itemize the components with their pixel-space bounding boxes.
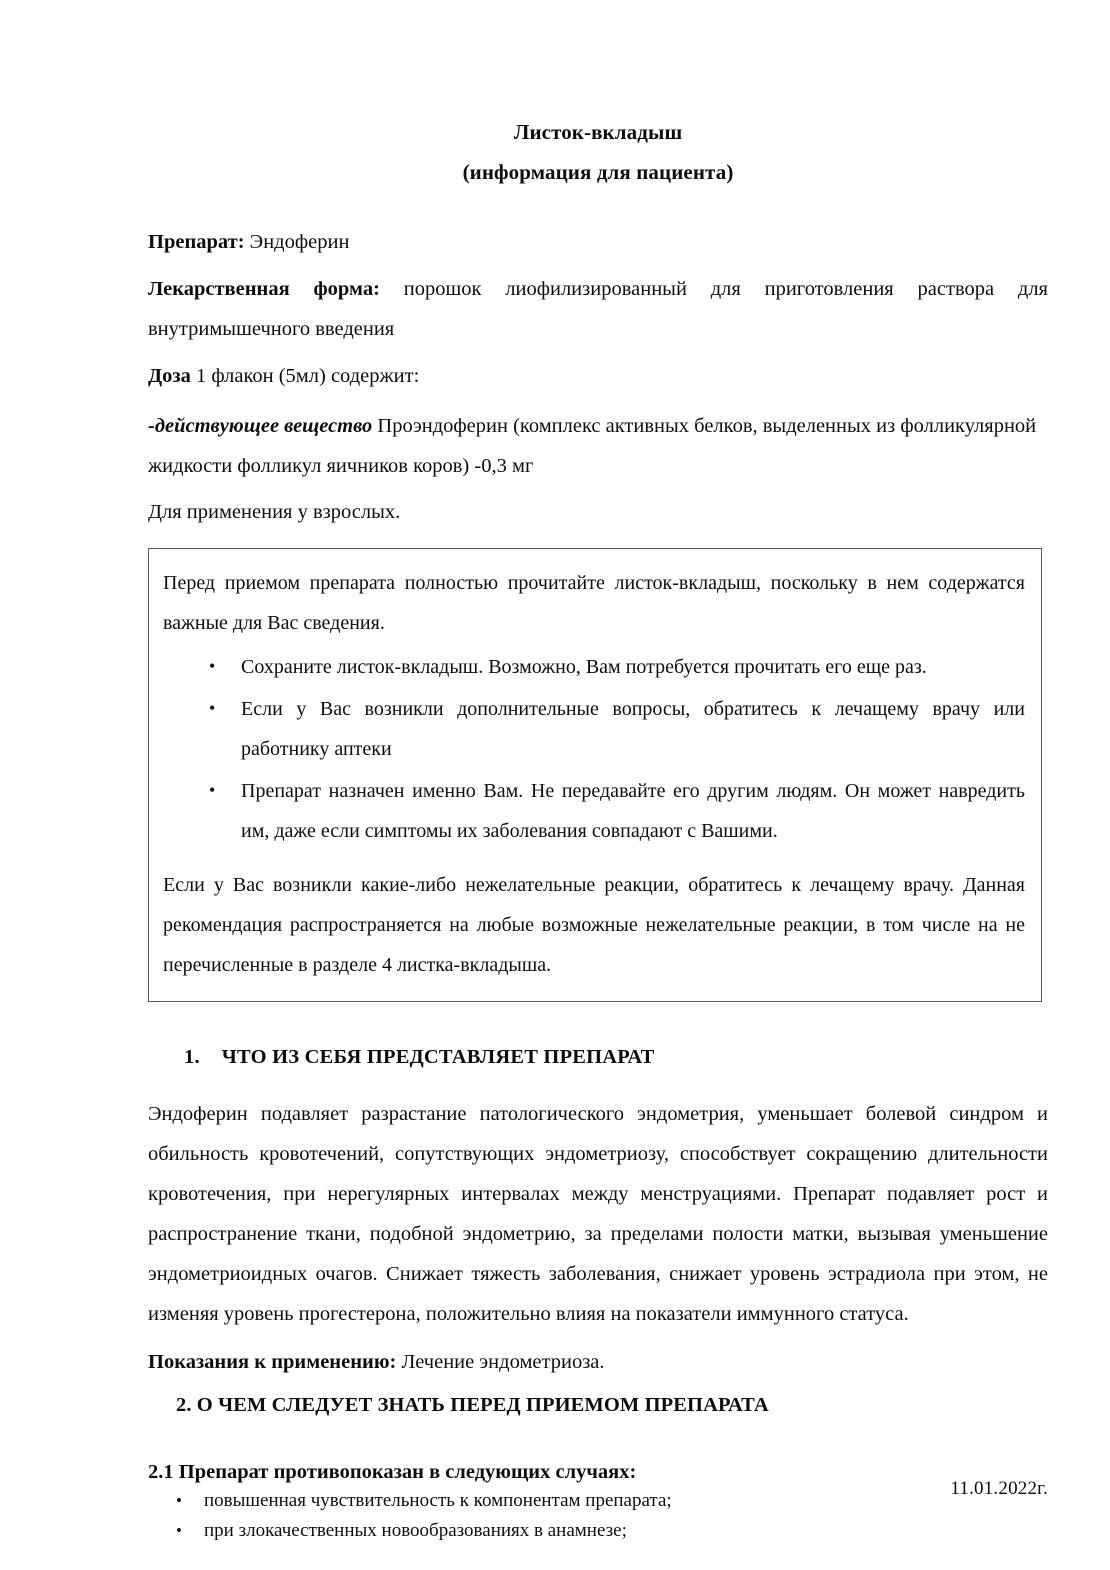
active-substance-label: -действующее вещество xyxy=(148,415,373,437)
dosage-form-paragraph xyxy=(148,269,1048,349)
bullet-icon: • xyxy=(209,780,216,800)
list-item-text: Если у Вас возникли дополнительные вопросы, обратитесь к лечащему врачу или работнику аптеки xyxy=(241,698,1025,760)
bullet-icon: • xyxy=(209,698,216,718)
warning-intro: Перед приемом препарата полностью прочитайте листок-вкладыш, поскольку в нем содержатся важные для Вас сведения. xyxy=(163,572,1025,634)
section-2-1-heading: 2.1 Препарат противопоказан в следующих случаях: xyxy=(148,1461,637,1483)
section-2-heading: 2. О ЧЕМ СЛЕДУЕТ ЗНАТЬ ПЕРЕД ПРИЕМОМ ПРЕПАРАТА xyxy=(176,1394,769,1416)
list-item xyxy=(163,647,1025,687)
drug-name-paragraph xyxy=(148,222,1048,262)
document-title-line-2: (информация для пациента) xyxy=(462,160,734,184)
list-item-text: Сохраните листок-вкладыш. Возможно, Вам потребуется прочитать его еще раз. xyxy=(241,656,927,678)
dosage-form-value: порошок лиофилизированный для приготовления раствора для внутримышечного введения xyxy=(148,278,1048,340)
list-item-text: при злокачественных новообразованиях в анамнезе; xyxy=(204,1520,627,1541)
dosage-form-label: Лекарственная форма: xyxy=(148,278,380,300)
indications-paragraph xyxy=(148,1342,1048,1382)
dose-paragraph xyxy=(148,356,1048,396)
dose-value: 1 флакон (5мл) содержит: xyxy=(190,365,420,387)
document-content xyxy=(148,0,1048,1546)
list-item xyxy=(148,1486,1048,1516)
active-substance-paragraph xyxy=(148,406,1048,486)
warning-box xyxy=(148,548,1042,1002)
list-item xyxy=(163,689,1025,769)
section-1-heading-text: ЧТО ИЗ СЕБЯ ПРЕДСТАВЛЯЕТ ПРЕПАРАТ xyxy=(221,1046,655,1068)
section-1-number: 1. xyxy=(184,1046,200,1068)
drug-name-value: Эндоферин xyxy=(244,231,350,253)
adults-note: Для применения у взрослых. xyxy=(148,501,401,523)
list-item xyxy=(163,771,1025,851)
section-1-heading xyxy=(148,1046,1048,1069)
list-item xyxy=(148,1516,1048,1546)
indications-value: Лечение эндометриоза. xyxy=(396,1351,605,1373)
warning-bullet-list xyxy=(163,647,1025,851)
dose-label: Доза xyxy=(148,365,191,387)
drug-name-label: Препарат: xyxy=(148,231,245,253)
indications-label: Показания к применению: xyxy=(148,1351,397,1373)
list-item-text: Препарат назначен именно Вам. Не передавайте его другим людям. Он может навредить им, даже если симптомы их заболевания совпадают с Вашими. xyxy=(241,780,1025,842)
warning-tail: Если у Вас возникли какие-либо нежелательные реакции, обратитесь к лечащему врачу. Данная рекомендация распространяется на любые возможные нежелательные реакции, в том числе на не перечисленные в разделе 4 листка-вкладыша. xyxy=(163,874,1025,976)
list-item-text: повышенная чувствительность к компонентам препарата; xyxy=(204,1490,672,1511)
bullet-icon: • xyxy=(176,1521,182,1540)
contraindications-list xyxy=(148,1486,1048,1546)
bullet-icon: • xyxy=(176,1491,182,1510)
document-date: 11.01.2022г. xyxy=(950,1478,1048,1499)
section-1-body: Эндоферин подавляет разрастание патологического эндометрия, уменьшает болевой синдром и обильность кровотечений, сопутствующих эндометриозу, способствует сокращению длительности кровотечения, при нерегулярных интервалах между менструациями. Препарат подавляет рост и распространение ткани, подобной эндометрию, за пределами полости матки, вызывая уменьшение эндометриоидных очагов. Снижает тяжесть заболевания, снижает уровень эстрадиола при этом, не изменяя уровень прогестерона, положительно влияя на показатели иммунного статуса. xyxy=(148,1103,1048,1325)
document-title xyxy=(148,122,1048,183)
document-title-line-1: Листок-вкладыш xyxy=(513,120,683,144)
bullet-icon: • xyxy=(209,656,216,676)
active-substance-value: Проэндоферин (комплекс активных белков, выделенных из фолликулярной жидкости фолликул яичников коров) -0,3 мг xyxy=(148,415,1037,477)
